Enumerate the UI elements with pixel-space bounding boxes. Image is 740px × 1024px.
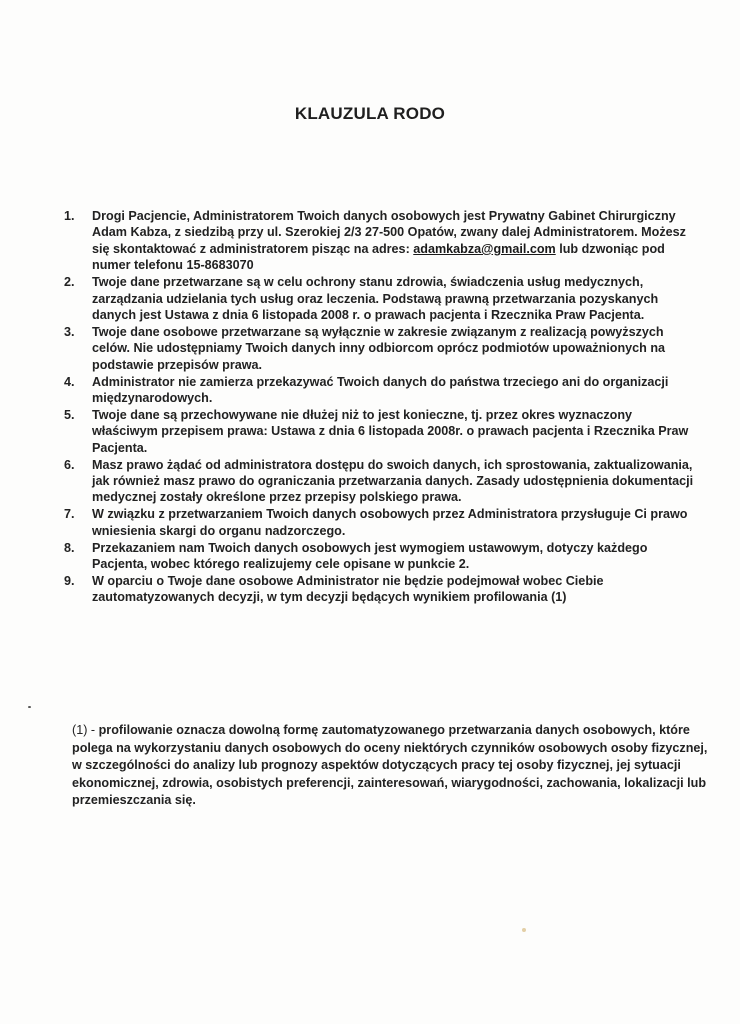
clause-number: 2.: [64, 275, 75, 290]
clause-text: [92, 208, 694, 274]
clause-text: Administrator nie zamierza przekazywać Twoich danych do państwa trzeciego ani do organizacji międzynarodowych.: [92, 374, 669, 405]
clause-item: [64, 324, 694, 373]
clause-text-part: Drogi Pacjencie, Administratorem Twoich danych osobowych jest Prywatny Gabinet Chirurgiczny Adam Kabza, z siedzibą przy ul. Szerokiej 2/3 27-500 Opatów, zwany dalej Administratorem. Możesz się skontaktować z administratorem pisząc na adres:: [92, 209, 686, 256]
clause-text: W oparciu o Twoje dane osobowe Administrator nie będzie podejmował wobec Ciebie zautomatyzowanych decyzji, w tym decyzji będących wynikiem profilowania (1): [92, 573, 604, 605]
clause-item: [64, 573, 694, 606]
scan-speck: [522, 928, 526, 932]
clause-text-part: lub dzwoniąc pod numer telefonu 15-8683070: [92, 241, 665, 273]
clause-number: 5.: [64, 407, 75, 422]
clause-item: [64, 540, 694, 573]
footnote-marker: (1) -: [72, 723, 99, 737]
email-link[interactable]: adamkabza@gmail.com: [413, 241, 556, 256]
clause-item: [64, 274, 694, 323]
clause-number: 6.: [64, 457, 75, 472]
clause-text: Twoje dane przetwarzane są w celu ochrony stanu zdrowia, świadczenia usług medycznych, zarządzania udzielania tych usług oraz leczenia. Podstawą prawną przetwarzania pozyskanych danych jest Ustawa z dnia 6 listopada 2008 r. o prawach pacjenta i Rzecznika Praw Pacjenta.: [92, 275, 659, 322]
clause-number: 1.: [64, 209, 75, 223]
clause-text: Masz prawo żądać od administratora dostępu do swoich danych, ich sprostowania, zaktualizowania, jak również masz prawo do ograniczania przetwarzania danych. Zasady udostępnienia dokumentacji medycznej zostały określone przez przepisy polskiego prawa.: [92, 457, 694, 505]
clause-number: 9.: [64, 573, 75, 588]
clause-number: 3.: [64, 324, 75, 339]
clause-list: [64, 208, 694, 606]
clause-text: W związku z przetwarzaniem Twoich danych osobowych przez Administratora przysługuje Ci prawo wniesienia skargi do organu nadzorczego.: [92, 507, 688, 538]
clause-item: [64, 457, 694, 506]
clause-number: 8.: [64, 540, 75, 555]
clause-item: [64, 374, 694, 407]
clause-item: [64, 407, 694, 456]
document-title: KLAUZULA RODO: [294, 104, 446, 123]
clause-text: Przekazaniem nam Twoich danych osobowych jest wymogiem ustawowym, dotyczy każdego Pacjenta, wobec którego realizujemy cele opisane w punkcie 2.: [92, 540, 648, 572]
clause-text: Twoje dane osobowe przetwarzane są wyłącznie w zakresie związanym z realizacją powyższych celów. Nie udostępniamy Twoich danych inny odbiorcom oprócz podmiotów upoważnionych na podstawie przepisów prawa.: [92, 324, 666, 372]
clause-item: [64, 208, 694, 274]
clause-text: Twoje dane są przechowywane nie dłużej niż to jest konieczne, tj. przez okres wyznaczony właściwym przepisem prawa: Ustawa z dnia 6 listopada 2008r. o prawach pacjenta i Rzecznika Praw Pacjenta.: [92, 407, 689, 455]
clause-number: 4.: [64, 374, 75, 389]
clause-number: 7.: [64, 507, 75, 522]
scan-speck: [28, 706, 31, 708]
footnote: [72, 722, 712, 810]
clause-item: [64, 506, 694, 539]
footnote-text: profilowanie oznacza dowolną formę zautomatyzowanego przetwarzania danych osobowych, które polega na wykorzystaniu danych osobowych do oceny niektórych czynników osobowych osoby fizycznej, w szczególności do analizy lub prognozy aspektów dotyczących pracy tej osoby fizycznej, jej sytuacji ekonomicznej, zdrowia, osobistych preferencji, zainteresowań, wiarygodności, zachowania, lokalizacji lub przemieszczania się.: [72, 723, 708, 807]
